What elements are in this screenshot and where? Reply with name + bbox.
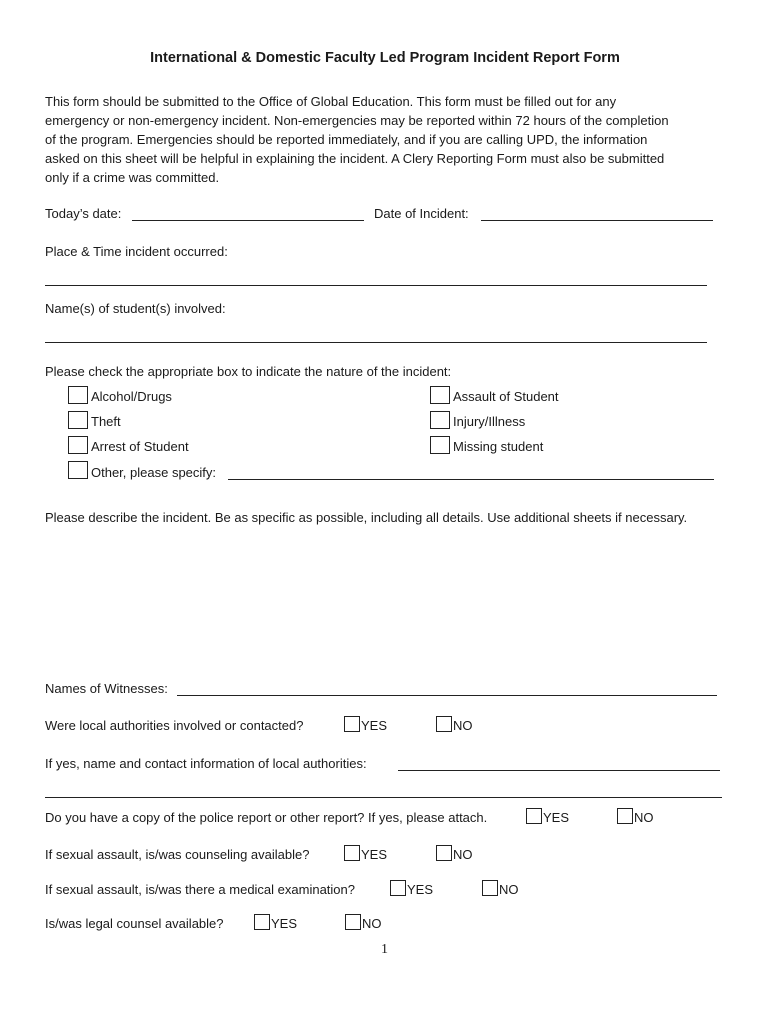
place-time-field[interactable] (45, 285, 707, 286)
date-of-incident-label: Date of Incident: (374, 206, 469, 221)
arrest-checkbox[interactable] (68, 436, 88, 454)
assault-checkbox[interactable] (430, 386, 450, 404)
intro-paragraph (45, 92, 735, 187)
other-label: Other, please specify: (91, 465, 217, 480)
theft-checkbox[interactable] (68, 411, 88, 429)
witnesses-label: Names of Witnesses: (45, 681, 168, 696)
todays-date-field[interactable] (132, 220, 364, 221)
no-label: NO (453, 718, 473, 733)
legal-counsel-yes-checkbox[interactable] (254, 914, 270, 930)
intro-line: This form should be submitted to the Office of Global Education. This form must be filled out for any (45, 94, 617, 109)
theft-label: Theft (91, 414, 121, 429)
students-involved-field[interactable] (45, 342, 707, 343)
legal-counsel-question: Is/was legal counsel available? (45, 916, 224, 931)
counseling-yes-checkbox[interactable] (344, 845, 360, 861)
intro-line: asked on this sheet will be helpful in explaining the incident. A Clery Reporting Form must also be submitted (45, 151, 665, 166)
counseling-question: If sexual assault, is/was counseling available? (45, 847, 310, 862)
authorities-contact-label: If yes, name and contact information of local authorities: (45, 756, 367, 771)
authorities-contact-field-2[interactable] (45, 797, 722, 798)
yes-label: YES (543, 810, 570, 825)
local-authorities-yes-checkbox[interactable] (344, 716, 360, 732)
injury-label: Injury/Illness (453, 414, 526, 429)
intro-line: of the program. Emergencies should be reported immediately, and if you are calling UPD, the information (45, 132, 648, 147)
missing-checkbox[interactable] (430, 436, 450, 454)
no-label: NO (362, 916, 382, 931)
authorities-contact-field[interactable] (398, 770, 720, 771)
local-authorities-question: Were local authorities involved or contacted? (45, 718, 304, 733)
no-label: NO (499, 882, 519, 897)
yes-label: YES (407, 882, 434, 897)
police-report-question: Do you have a copy of the police report or other report? If yes, please attach. (45, 810, 488, 825)
medical-exam-no-checkbox[interactable] (482, 880, 498, 896)
medical-exam-question: If sexual assault, is/was there a medical examination? (45, 882, 355, 897)
describe-label: Please describe the incident. Be as specific as possible, including all details. Use additional sheets if necessary. (45, 510, 688, 525)
other-checkbox[interactable] (68, 461, 88, 479)
arrest-label: Arrest of Student (91, 439, 189, 454)
yes-label: YES (361, 718, 388, 733)
form-title: International & Domestic Faculty Led Program Incident Report Form (150, 50, 620, 66)
alcohol-drugs-label: Alcohol/Drugs (91, 389, 172, 404)
counseling-no-checkbox[interactable] (436, 845, 452, 861)
injury-checkbox[interactable] (430, 411, 450, 429)
alcohol-drugs-checkbox[interactable] (68, 386, 88, 404)
police-report-yes-checkbox[interactable] (526, 808, 542, 824)
date-of-incident-field[interactable] (481, 220, 713, 221)
missing-label: Missing student (453, 439, 544, 454)
witnesses-field[interactable] (177, 695, 717, 696)
intro-line: emergency or non-emergency incident. Non-emergencies may be reported within 72 hours of the completion (45, 113, 669, 128)
medical-exam-yes-checkbox[interactable] (390, 880, 406, 896)
place-time-label: Place & Time incident occurred: (45, 244, 228, 259)
students-involved-label: Name(s) of student(s) involved: (45, 301, 226, 316)
nature-prompt: Please check the appropriate box to indicate the nature of the incident: (45, 364, 452, 379)
description-area[interactable] (45, 530, 725, 670)
page-number: 1 (381, 942, 388, 957)
local-authorities-no-checkbox[interactable] (436, 716, 452, 732)
no-label: NO (453, 847, 473, 862)
legal-counsel-no-checkbox[interactable] (345, 914, 361, 930)
todays-date-label: Today’s date: (45, 206, 122, 221)
no-label: NO (634, 810, 654, 825)
police-report-no-checkbox[interactable] (617, 808, 633, 824)
assault-label: Assault of Student (453, 389, 559, 404)
yes-label: YES (361, 847, 388, 862)
intro-line: only if a crime was committed. (45, 170, 220, 185)
yes-label: YES (271, 916, 298, 931)
other-specify-field[interactable] (228, 479, 714, 480)
